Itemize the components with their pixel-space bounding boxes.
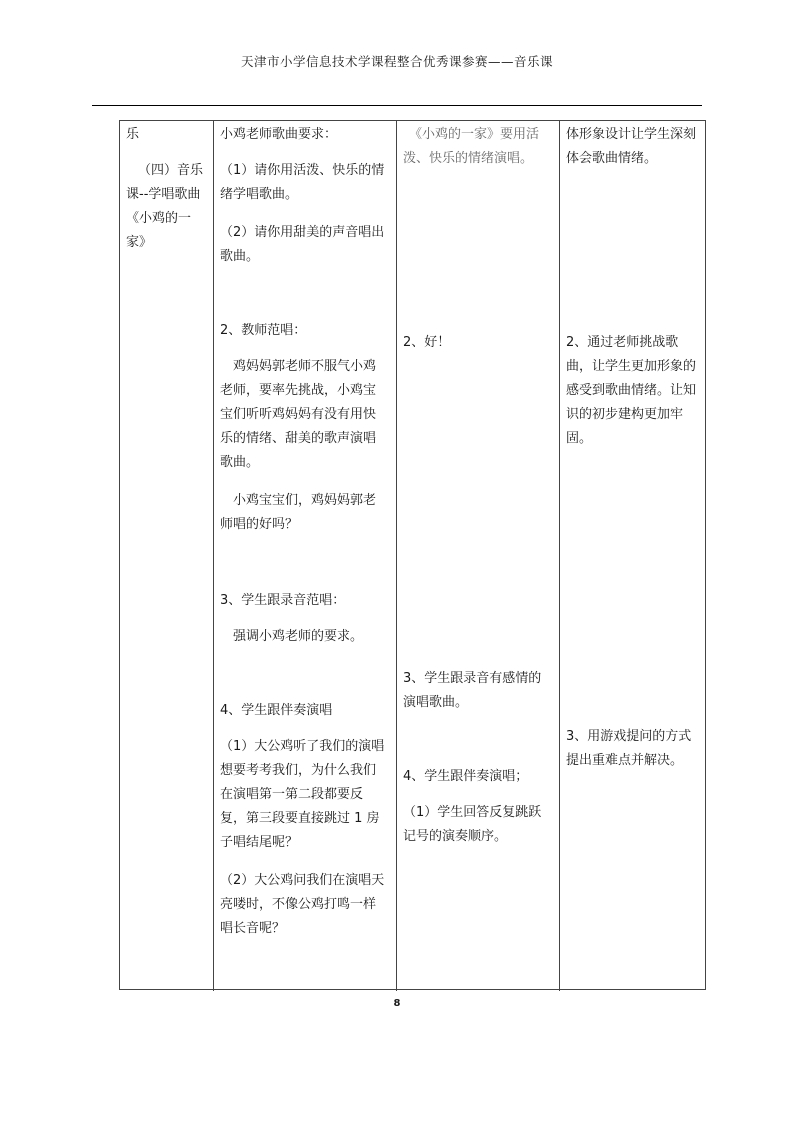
student-accompaniment-title: 4、学生跟伴奏演唱； xyxy=(403,769,529,784)
lesson-plan-table xyxy=(119,120,706,990)
table-column-stage xyxy=(120,121,214,991)
teacher-demo-paragraph-2: 小鸡宝宝们，鸡妈妈郭老师唱的好吗？ xyxy=(220,493,377,532)
teacher-requirements-title: 小鸡老师歌曲要求： xyxy=(220,127,338,142)
header-divider xyxy=(92,105,702,106)
teacher-requirement-item-1: （1）请你用活泼、快乐的情绪学唱歌曲。 xyxy=(220,163,385,202)
design-intent-2: 2、通过老师挑战歌曲，让学生更加形象的感受到歌曲情绪。让知识的初步建构更加牢固。 xyxy=(566,335,697,446)
accompaniment-title: 4、学生跟伴奏演唱 xyxy=(220,703,333,718)
accompaniment-question-1: （1）大公鸡听了我们的演唱想要考考我们，为什么我们在演唱第一第二段都要反复，第三段要直接跳过 1 房子唱结尾呢？ xyxy=(220,739,385,850)
student-answer-item-1: （1）学生回答反复跳跃记号的演奏顺序。 xyxy=(403,805,542,844)
teacher-demo-title: 2、教师范唱： xyxy=(220,323,307,338)
table-column-design-intent xyxy=(560,121,706,991)
stage-continuation-text: 乐 xyxy=(126,127,140,142)
student-recording-paragraph: 强调小鸡老师的要求。 xyxy=(233,629,364,644)
table-column-student-activity xyxy=(397,121,560,991)
teacher-demo-paragraph-1: 鸡妈妈郭老师不服气小鸡老师，要率先挑战，小鸡宝宝们听听鸡妈妈有没有用快乐的情绪、甜美的歌声演唱歌曲。 xyxy=(220,359,377,470)
student-response-good: 2、好！ xyxy=(403,335,451,350)
student-recording-response: 3、学生跟录音有感情的演唱歌曲。 xyxy=(403,671,542,710)
accompaniment-question-2: （2）大公鸡问我们在演唱天亮喽时，不像公鸡打鸣一样唱长音呢？ xyxy=(220,873,385,936)
student-recording-title: 3、学生跟录音范唱： xyxy=(220,593,346,608)
teacher-requirement-item-2: （2）请你用甜美的声音唱出歌曲。 xyxy=(220,225,385,264)
stage-section-title: （四）音乐课--学唱歌曲《小鸡的一家》 xyxy=(126,163,204,250)
page-number: 8 xyxy=(393,998,401,1009)
page-header-title: 天津市小学信息技术学课程整合优秀课参赛——音乐课 xyxy=(240,54,553,69)
design-intent-1: 体形象设计让学生深刻体会歌曲情绪。 xyxy=(566,127,697,166)
table-column-teacher-activity xyxy=(214,121,397,991)
design-intent-3: 3、用游戏提问的方式提出重难点并解决。 xyxy=(566,729,692,768)
student-singing-note: 《小鸡的一家》要用活泼、快乐的情绪演唱。 xyxy=(403,127,540,166)
